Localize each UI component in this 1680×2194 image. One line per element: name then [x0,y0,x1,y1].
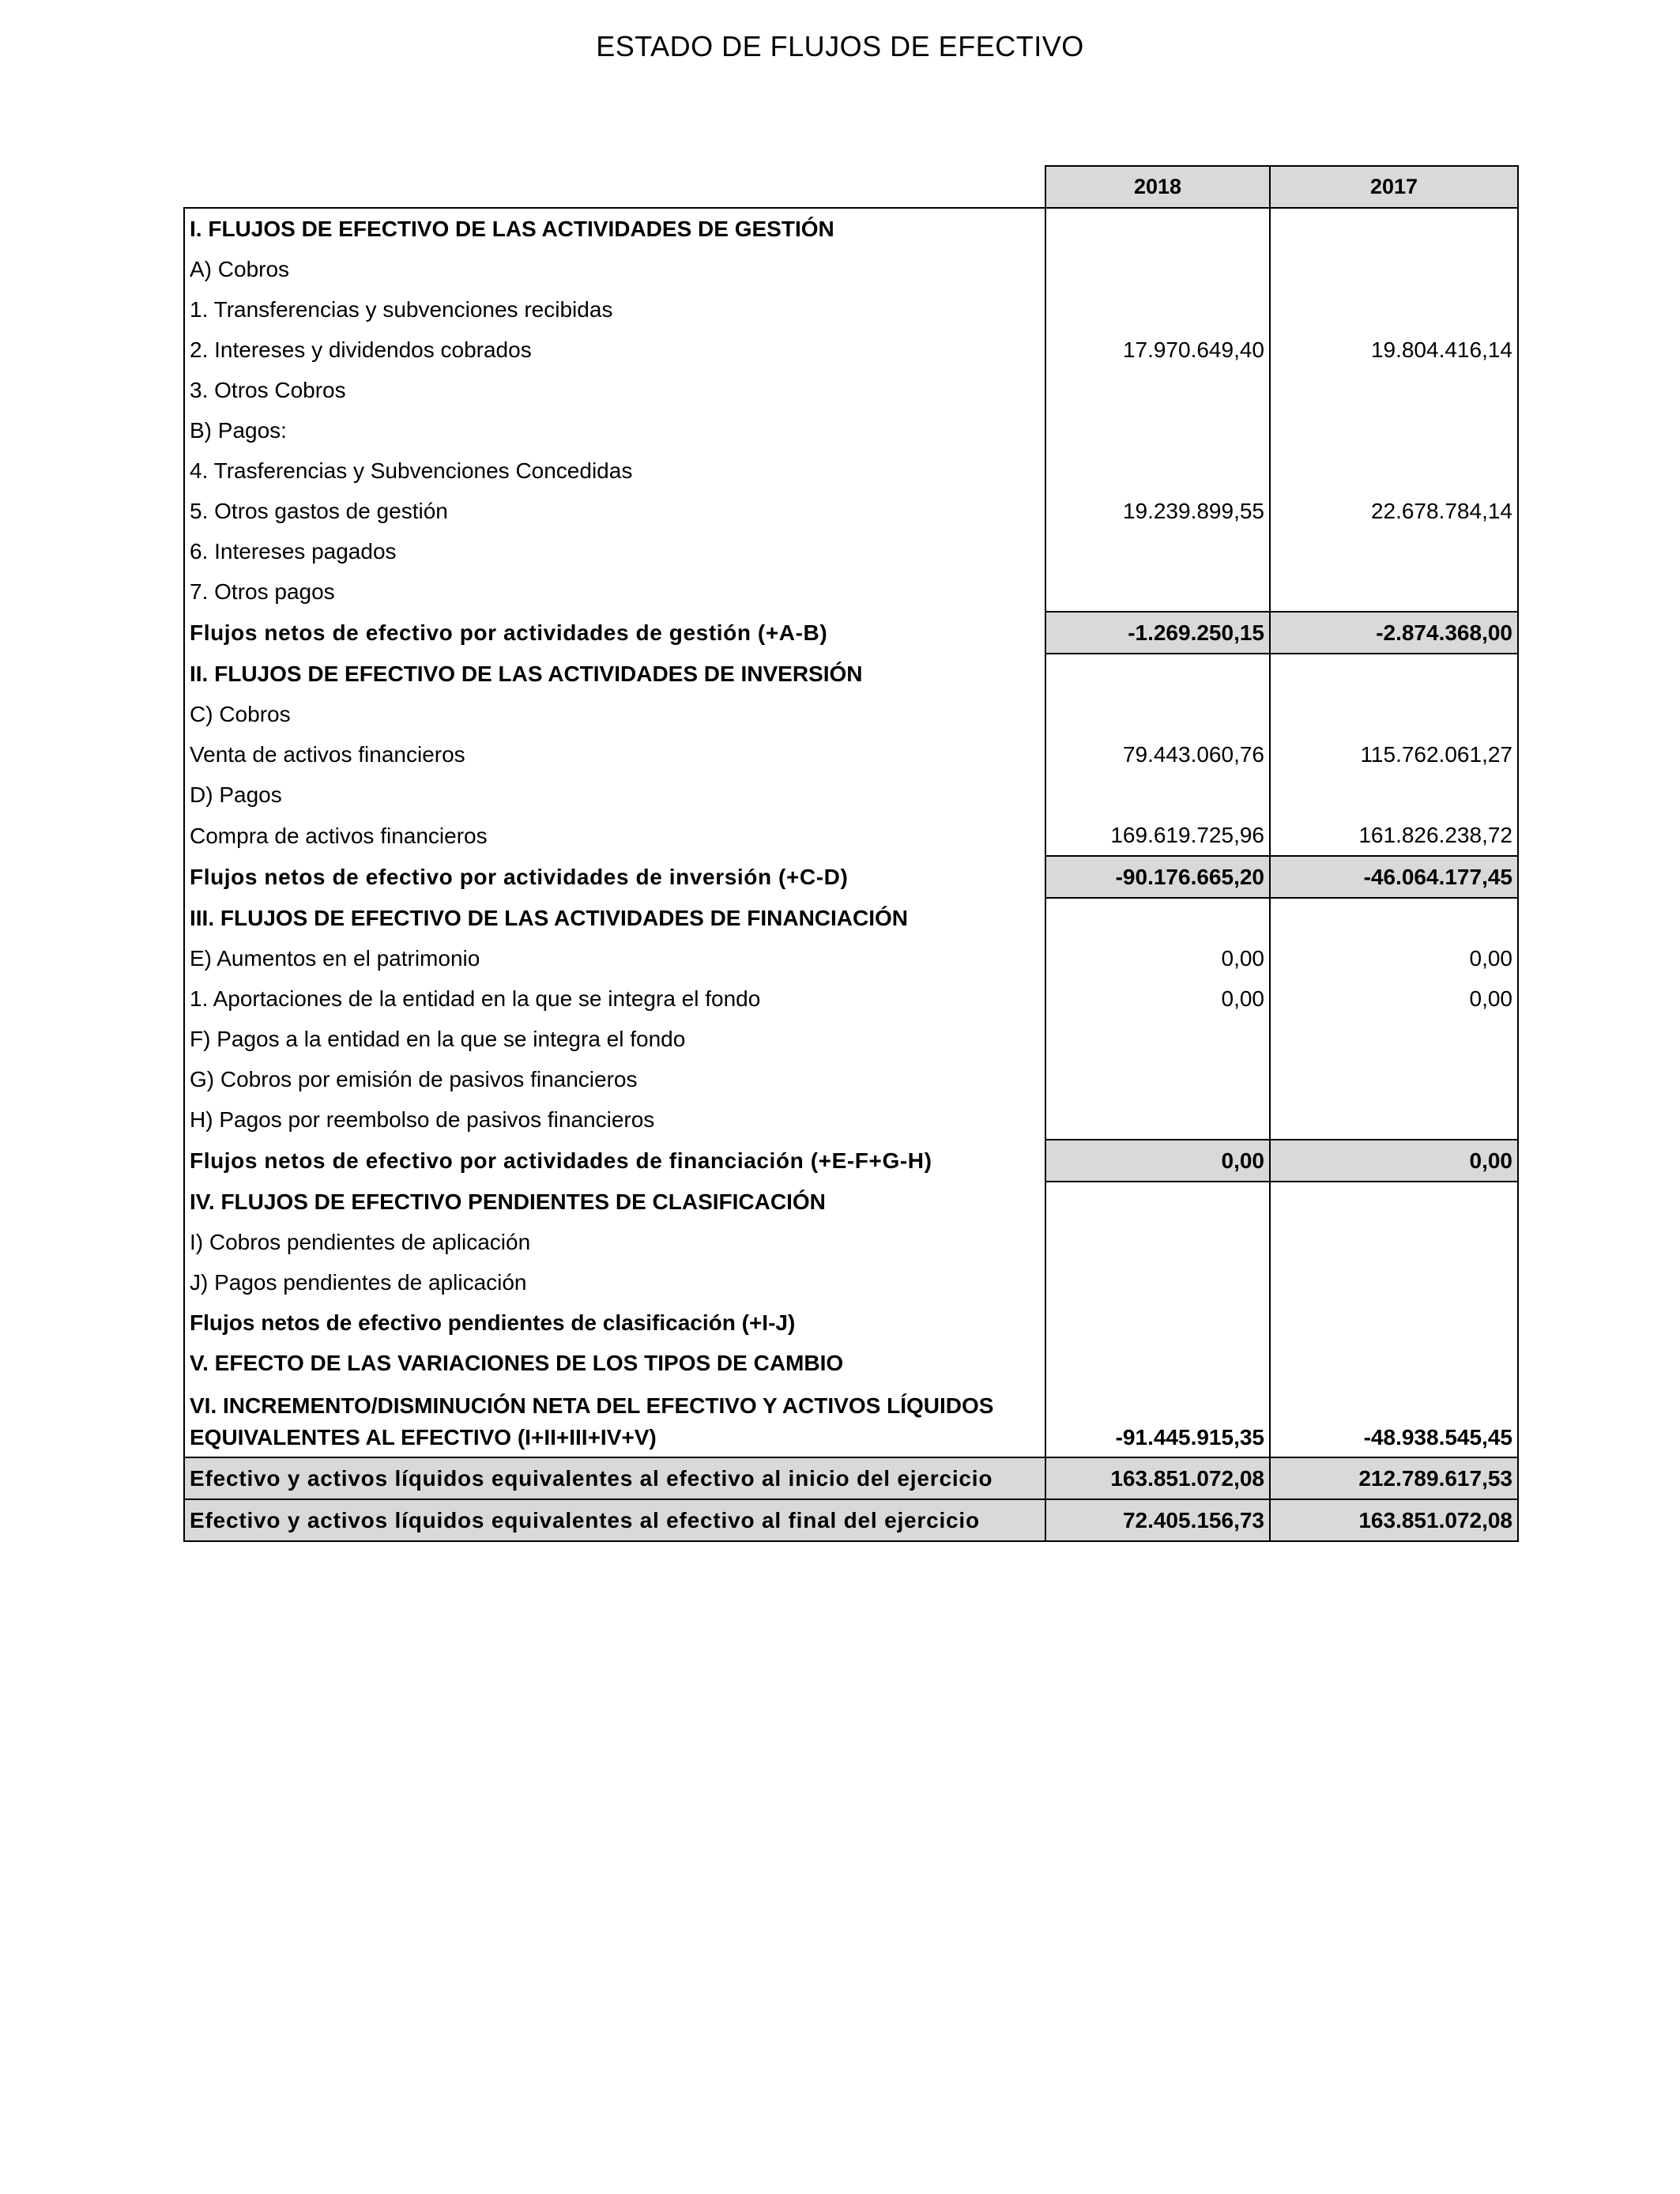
value-2018 [1045,531,1270,571]
row-label: IV. FLUJOS DE EFECTIVO PENDIENTES DE CLASIFICACIÓN [184,1182,1045,1222]
row-label: Compra de activos financieros [184,815,1045,856]
row-label: H) Pagos por reembolso de pasivos financieros [184,1099,1045,1140]
value-2018 [1045,571,1270,612]
value-2017 [1270,1059,1518,1099]
value-2017 [1270,450,1518,491]
row-label: I) Cobros pendientes de aplicación [184,1222,1045,1262]
value-2018 [1045,289,1270,330]
row-label: 2. Intereses y dividendos cobrados [184,330,1045,370]
value-2018 [1045,1262,1270,1302]
value-2017: 161.826.238,72 [1270,815,1518,856]
row-label: F) Pagos a la entidad en la que se integra el fondo [184,1019,1045,1059]
value-2018: -1.269.250,15 [1045,612,1270,654]
table-row [184,1059,1518,1099]
page-title: ESTADO DE FLUJOS DE EFECTIVO [596,30,1084,62]
value-2018: 169.619.725,96 [1045,815,1270,856]
row-label: Flujos netos de efectivo pendientes de clasificación (+I-J) [184,1302,1045,1343]
value-2018 [1045,1099,1270,1140]
table-row [184,208,1518,249]
value-2018: 19.239.899,55 [1045,491,1270,531]
table-row [184,898,1518,938]
value-2018: 17.970.649,40 [1045,330,1270,370]
table-row [184,1182,1518,1222]
table-row [184,654,1518,694]
value-2018 [1045,249,1270,289]
closing-balance-row [184,1499,1518,1541]
subtotal-row [184,1140,1518,1182]
value-2017 [1270,1099,1518,1140]
row-label [184,1499,1045,1541]
table-row [184,531,1518,571]
row-label: VI. INCREMENTO/DISMINUCIÓN NETA DEL EFECTIVO Y ACTIVOS LÍQUIDOS EQUIVALENTES AL EFECTIVO (I+II+III+IV+V) [184,1383,1045,1457]
value-2017: 0,00 [1270,938,1518,978]
table-row [184,1302,1518,1343]
row-label [184,612,1045,654]
row-label: E) Aumentos en el patrimonio [184,938,1045,978]
row-label: J) Pagos pendientes de aplicación [184,1262,1045,1302]
table-row [184,249,1518,289]
value-2017 [1270,654,1518,694]
value-2018 [1045,208,1270,249]
subtotal-label: Flujos netos de efectivo por actividades de inversión (+C-D) [190,865,849,889]
value-2018: 0,00 [1045,938,1270,978]
value-2018 [1045,1302,1270,1343]
closing-balance-label: Efectivo y activos líquidos equivalentes al efectivo al final del ejercicio [190,1508,980,1532]
value-2018: 0,00 [1045,1140,1270,1182]
row-label [184,1457,1045,1499]
row-label: I. FLUJOS DE EFECTIVO DE LAS ACTIVIDADES DE GESTIÓN [184,208,1045,249]
value-2017 [1270,775,1518,815]
row-label: Venta de activos financieros [184,734,1045,775]
row-label: G) Cobros por emisión de pasivos financieros [184,1059,1045,1099]
row-label: II. FLUJOS DE EFECTIVO DE LAS ACTIVIDADES DE INVERSIÓN [184,654,1045,694]
table-row [184,450,1518,491]
value-2017 [1270,1222,1518,1262]
value-2017: 0,00 [1270,1140,1518,1182]
subtotal-row [184,856,1518,898]
row-label: 1. Transferencias y subvenciones recibidas [184,289,1045,330]
value-2017: 19.804.416,14 [1270,330,1518,370]
value-2018 [1045,410,1270,450]
value-2017: -46.064.177,45 [1270,856,1518,898]
subtotal-row [184,612,1518,654]
value-2017 [1270,531,1518,571]
table-row [184,1222,1518,1262]
row-label: 1. Aportaciones de la entidad en la que se integra el fondo [184,978,1045,1019]
value-2017 [1270,249,1518,289]
value-2017 [1270,898,1518,938]
row-label: 7. Otros pagos [184,571,1045,612]
value-2017 [1270,1182,1518,1222]
opening-balance-label: Efectivo y activos líquidos equivalentes al efectivo al inicio del ejercicio [190,1466,993,1491]
value-2017 [1270,1019,1518,1059]
value-2017 [1270,1343,1518,1383]
row-label: D) Pagos [184,775,1045,815]
value-2018: 0,00 [1045,978,1270,1019]
row-label: 6. Intereses pagados [184,531,1045,571]
column-header-2018: 2018 [1045,166,1270,208]
value-2017 [1270,410,1518,450]
table-row [184,694,1518,734]
value-2017 [1270,370,1518,410]
table-row [184,815,1518,856]
row-label: 3. Otros Cobros [184,370,1045,410]
table-row [184,491,1518,531]
table-row [184,775,1518,815]
row-label: C) Cobros [184,694,1045,734]
row-label [184,1140,1045,1182]
value-2017: 22.678.784,14 [1270,491,1518,531]
table-row [184,410,1518,450]
subtotal-label: Flujos netos de efectivo por actividades de gestión (+A-B) [190,620,828,645]
row-label: III. FLUJOS DE EFECTIVO DE LAS ACTIVIDADES DE FINANCIACIÓN [184,898,1045,938]
row-label: 5. Otros gastos de gestión [184,491,1045,531]
value-2017: 163.851.072,08 [1270,1499,1518,1541]
row-label [184,856,1045,898]
table-row [184,370,1518,410]
table-row [184,1262,1518,1302]
table-row [184,1099,1518,1140]
value-2017: 115.762.061,27 [1270,734,1518,775]
table-row [184,330,1518,370]
value-2017 [1270,289,1518,330]
value-2017 [1270,694,1518,734]
value-2018 [1045,1182,1270,1222]
header-blank-cell [184,166,1045,208]
value-2018 [1045,694,1270,734]
opening-balance-row [184,1457,1518,1499]
value-2017 [1270,571,1518,612]
value-2017 [1270,1262,1518,1302]
value-2017: -48.938.545,45 [1270,1383,1518,1457]
value-2018: 79.443.060,76 [1045,734,1270,775]
value-2017 [1270,208,1518,249]
value-2017: 0,00 [1270,978,1518,1019]
row-label: B) Pagos: [184,410,1045,450]
net-change-row [184,1383,1518,1457]
table-row [184,289,1518,330]
value-2018: 163.851.072,08 [1045,1457,1270,1499]
value-2018 [1045,898,1270,938]
value-2018: -91.445.915,35 [1045,1383,1270,1457]
value-2018 [1045,450,1270,491]
value-2017: 212.789.617,53 [1270,1457,1518,1499]
table-row [184,1019,1518,1059]
cash-flow-table [183,165,1519,1542]
table-row [184,571,1518,612]
table-row [184,938,1518,978]
value-2018 [1045,1343,1270,1383]
table-header-row [184,166,1518,208]
value-2018 [1045,370,1270,410]
value-2018: 72.405.156,73 [1045,1499,1270,1541]
row-label: 4. Trasferencias y Subvenciones Concedidas [184,450,1045,491]
value-2018 [1045,1222,1270,1262]
value-2018 [1045,654,1270,694]
value-2018 [1045,1059,1270,1099]
value-2018 [1045,775,1270,815]
table-row [184,978,1518,1019]
value-2017: -2.874.368,00 [1270,612,1518,654]
value-2018: -90.176.665,20 [1045,856,1270,898]
table-row [184,1343,1518,1383]
row-label: V. EFECTO DE LAS VARIACIONES DE LOS TIPOS DE CAMBIO [184,1343,1045,1383]
row-label: A) Cobros [184,249,1045,289]
column-header-2017: 2017 [1270,166,1518,208]
value-2017 [1270,1302,1518,1343]
value-2018 [1045,1019,1270,1059]
table-row [184,734,1518,775]
subtotal-label: Flujos netos de efectivo por actividades de financiación (+E-F+G-H) [190,1148,932,1173]
